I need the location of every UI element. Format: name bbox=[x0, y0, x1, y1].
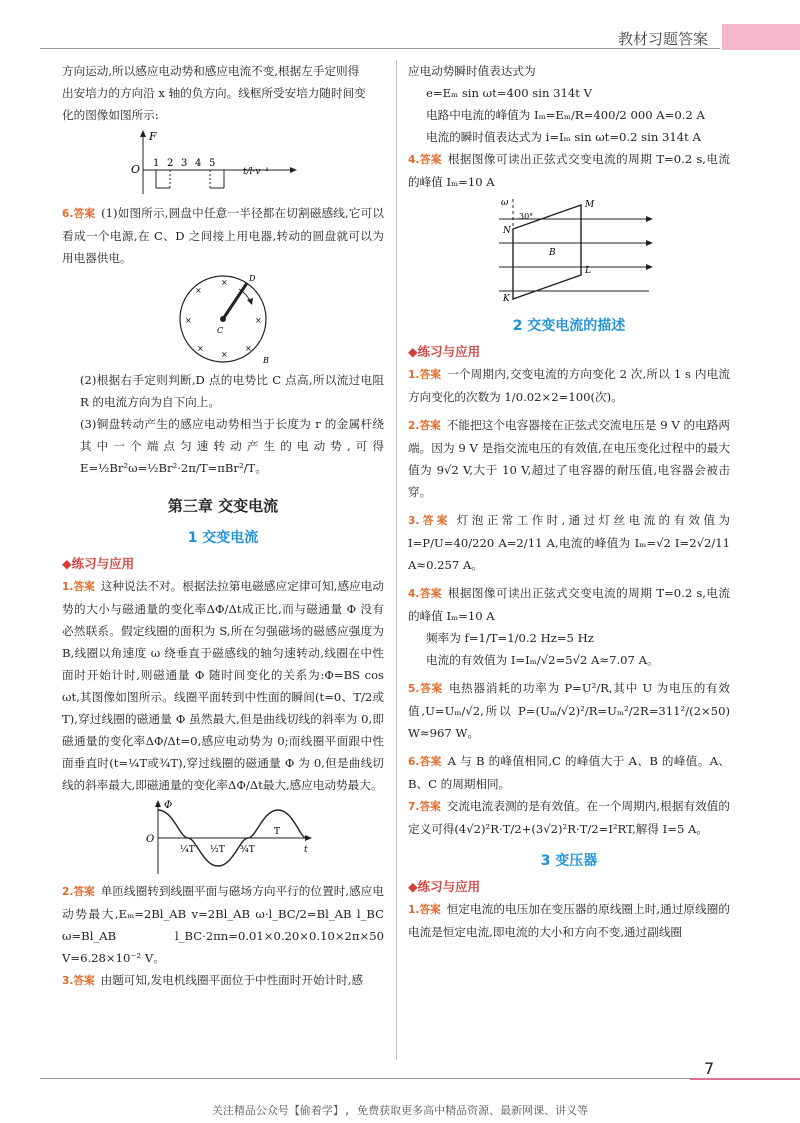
y-axis-label: Φ bbox=[164, 800, 173, 811]
tick-label: 2 bbox=[167, 158, 174, 169]
answer-label: 4.答案 bbox=[408, 588, 442, 600]
left-column bbox=[62, 60, 384, 992]
section-title: 1 交变电流 bbox=[187, 530, 259, 546]
svg-text:×: × bbox=[185, 316, 192, 325]
tick-label: 1 bbox=[153, 158, 160, 169]
answer-text: 由题可知,发电机线圈平面位于中性面时开始计时,感 bbox=[100, 973, 364, 987]
label-k: K bbox=[503, 294, 510, 304]
answer-text: 不能把这个电容器接在正弦式交流电压是 9 V 的电路两端。因为 9 V 是指交流电压的有效值,在电压变化过程中的最大值为 9√2 V,大于 10 V,超过了电容器的耐压值,电容器会被击穿。 bbox=[408, 418, 730, 499]
x-axis-label: t bbox=[304, 845, 308, 855]
answer-label: 3.答案 bbox=[62, 975, 95, 987]
tick-label: T bbox=[274, 827, 281, 837]
answer-label: 3.答案 bbox=[408, 515, 451, 527]
tick-label: ½T bbox=[210, 845, 225, 855]
section-title: 2 交变电流的描述 bbox=[512, 318, 626, 334]
intro-line: 化的图像如图所示: bbox=[62, 108, 159, 122]
label-l: L bbox=[585, 266, 591, 276]
practice-heading: ◆练习与应用 bbox=[408, 879, 481, 894]
intro-line: 出安培力的方向沿 x 轴的负方向。线框所受安培力随时间变 bbox=[62, 86, 366, 100]
origin-label: O bbox=[146, 834, 155, 845]
label-b: B bbox=[549, 248, 556, 258]
tick-label: 4 bbox=[195, 158, 202, 169]
practice-heading: ◆练习与应用 bbox=[408, 344, 481, 359]
tick-label: 3 bbox=[181, 158, 188, 169]
formula-line: 电流的瞬时值表达式为 i=Iₘ sin ωt=0.2 sin 314t A bbox=[426, 130, 701, 144]
column-divider bbox=[396, 60, 397, 1060]
rotating-frame-figure bbox=[479, 195, 659, 305]
label-angle: 30° bbox=[519, 212, 534, 221]
answer-text: 灯泡正常工作时,通过灯丝电流的有效值为 I=P/U=40/220 A=2/11 A,电流的峰值为 Iₘ=√2 I=2√2/11 A≈0.257 A。 bbox=[408, 513, 731, 572]
answer-text: 根据图像可读出正弦式交变电流的周期 T=0.2 s,电流的峰值 Iₘ=10 A bbox=[408, 152, 730, 189]
svg-text:×: × bbox=[221, 350, 228, 359]
label-b: B bbox=[263, 356, 269, 365]
practice-heading: ◆练习与应用 bbox=[62, 556, 135, 571]
answer-text: 恒定电流的电压加在变压器的原线圈上时,通过原线圈的电流是恒定电流,即电流的大小和方向不变,通过副线圈 bbox=[408, 902, 731, 939]
answer-label: 5.答案 bbox=[408, 683, 443, 695]
answer-label: 6.答案 bbox=[408, 756, 442, 768]
svg-text:×: × bbox=[221, 278, 228, 287]
label-m: M bbox=[585, 200, 595, 210]
tick-label: 5 bbox=[209, 158, 216, 169]
label-d: D bbox=[249, 274, 256, 283]
answer-text: 交流电流表测的是有效值。在一个周期内,根据有效值的定义可得(4√2)²R·T/2+(3√2)²R·T/2=I²RT,解得 I=5 A。 bbox=[408, 799, 731, 836]
svg-text:×: × bbox=[245, 344, 252, 353]
answer-label: 1.答案 bbox=[62, 581, 95, 593]
formula-line: 电路中电流的峰值为 Iₘ=Eₘ/R=400/2 000 A=0.2 A bbox=[426, 108, 705, 122]
tick-label: ¼T bbox=[180, 845, 195, 855]
formula-line: e=Eₘ sin ωt=400 sin 314t V bbox=[426, 86, 592, 100]
answer-label: 2.答案 bbox=[62, 886, 95, 898]
footer-note: 关注精品公众号【偷着学】, 免费获取更多高中精品资源、最新网课、讲义等 bbox=[211, 1104, 589, 1117]
answer-label: 4.答案 bbox=[408, 154, 442, 166]
label-c: C bbox=[217, 326, 224, 335]
answer-label: 2.答案 bbox=[408, 420, 441, 432]
page-number: 7 bbox=[704, 1059, 715, 1078]
tick-label: ¾T bbox=[240, 845, 255, 855]
answer-text: (3)铜盘转动产生的感应电动势相当于长度为 r 的金属杆绕其中一个端点匀速转动产生的电动势,可得 E=½Br²ω=½Br²·2π/T=πBr²/T。 bbox=[80, 417, 384, 475]
formula-line: 电流的有效值为 I=Iₘ/√2=5√2 A≈7.07 A。 bbox=[426, 653, 659, 667]
header-rule bbox=[40, 48, 720, 49]
answer-text: (2)根据右手定则判断,D 点的电势比 C 点高,所以流过电阻 R 的电流方向为自下向上。 bbox=[80, 373, 384, 409]
section-title: 3 变压器 bbox=[540, 853, 598, 869]
answer-label: 6.答案 bbox=[62, 208, 96, 220]
flux-cosine-graph bbox=[128, 798, 318, 878]
svg-text:×: × bbox=[195, 286, 202, 295]
chapter-title: 第三章 交变电流 bbox=[167, 497, 279, 515]
footer-rule bbox=[40, 1078, 720, 1079]
answer-label: 1.答案 bbox=[408, 369, 442, 381]
origin-label: O bbox=[131, 163, 141, 176]
right-column bbox=[408, 60, 730, 943]
answer-label: 1.答案 bbox=[408, 904, 441, 916]
formula-line: 频率为 f=1/T=1/0.2 Hz=5 Hz bbox=[426, 631, 594, 645]
label-n: N bbox=[503, 226, 511, 236]
answer-text: 电热器消耗的功率为 P=U²/R,其中 U 为电压的有效值,U=Uₘ/√2,所以 P=(Uₘ/√2)²/R=Uₘ²/2R=311²/(2×50) W≈967 W。 bbox=[408, 681, 730, 740]
header-title: 教材习题答案 bbox=[617, 30, 708, 48]
svg-text:×: × bbox=[197, 344, 204, 353]
answer-text: (1)如图所示,圆盘中任意一半径都在切割磁感线,它可以看成一个电源,在 C、D 之间接上用电器,转动的圆盘就可以为用电器供电。 bbox=[62, 206, 385, 265]
answer-text: 一个周期内,交变电流的方向变化 2 次,所以 1 s 内电流方向变化的次数为 1/0.02×2=100(次)。 bbox=[408, 367, 730, 404]
answer-text: 单匝线圈转到线圈平面与磁场方向平行的位置时,感应电动势最大,Eₘ=2Bl_AB v=2Bl_AB ω·l_BC/2=Bl_AB l_BC ω=Bl_AB l_BC·2πn=0.01×0.20×0.10×2π×50 V=6.28×10⁻² V。 bbox=[62, 884, 385, 965]
header-accent-tab bbox=[722, 24, 800, 50]
force-time-graph bbox=[123, 128, 323, 200]
x-axis-label: t/l·v⁻¹ bbox=[243, 167, 269, 177]
copper-disk-figure bbox=[173, 271, 273, 367]
answer-label: 7.答案 bbox=[408, 801, 441, 813]
answer-text: A 与 B 的峰值相同,C 的峰值大于 A、B 的峰值。A、B、C 的周期相同。 bbox=[408, 754, 731, 791]
answer-text: 应电动势瞬时值表达式为 bbox=[408, 64, 536, 78]
y-axis-label: F bbox=[149, 130, 157, 143]
intro-line: 方向运动,所以感应电动势和感应电流不变,根据左手定则得 bbox=[62, 64, 360, 78]
footer-accent-rule bbox=[690, 1078, 800, 1080]
answer-text: 这种说法不对。根据法拉第电磁感应定律可知,感应电动势的大小与磁通量的变化率ΔΦ/Δt成正比,而与磁通量 Φ 没有必然联系。假定线圈的面积为 S,所在匀强磁场的磁感应强度为 B,线圈以角速度 ω 绕垂直于磁感线的轴匀速转动,线圈在中性面时开始计时,则磁通量 Φ 随时间变化的关系为:Φ=BS cos ωt,其图像如图所示。线圈平面转到中性面的瞬间(t=0、T/2或 T),穿过线圈的磁通量 Φ 虽然最大,但是曲线切线的斜率为 0,即磁通量的变化率ΔΦ/Δt=0,感应电动势为 0;而线圈平面跟中性面垂直时(t=¼T或¾T),穿过线圈的磁通量 Φ 为 0,但是曲线切线的斜率最大,即磁通量的变化率ΔΦ/Δt最大,感应电动势最大。 bbox=[62, 579, 385, 792]
svg-text:×: × bbox=[255, 316, 262, 325]
answer-text: 根据图像可读出正弦式交变电流的周期 T=0.2 s,电流的峰值 Iₘ=10 A bbox=[408, 586, 730, 623]
label-omega: ω bbox=[501, 198, 509, 208]
